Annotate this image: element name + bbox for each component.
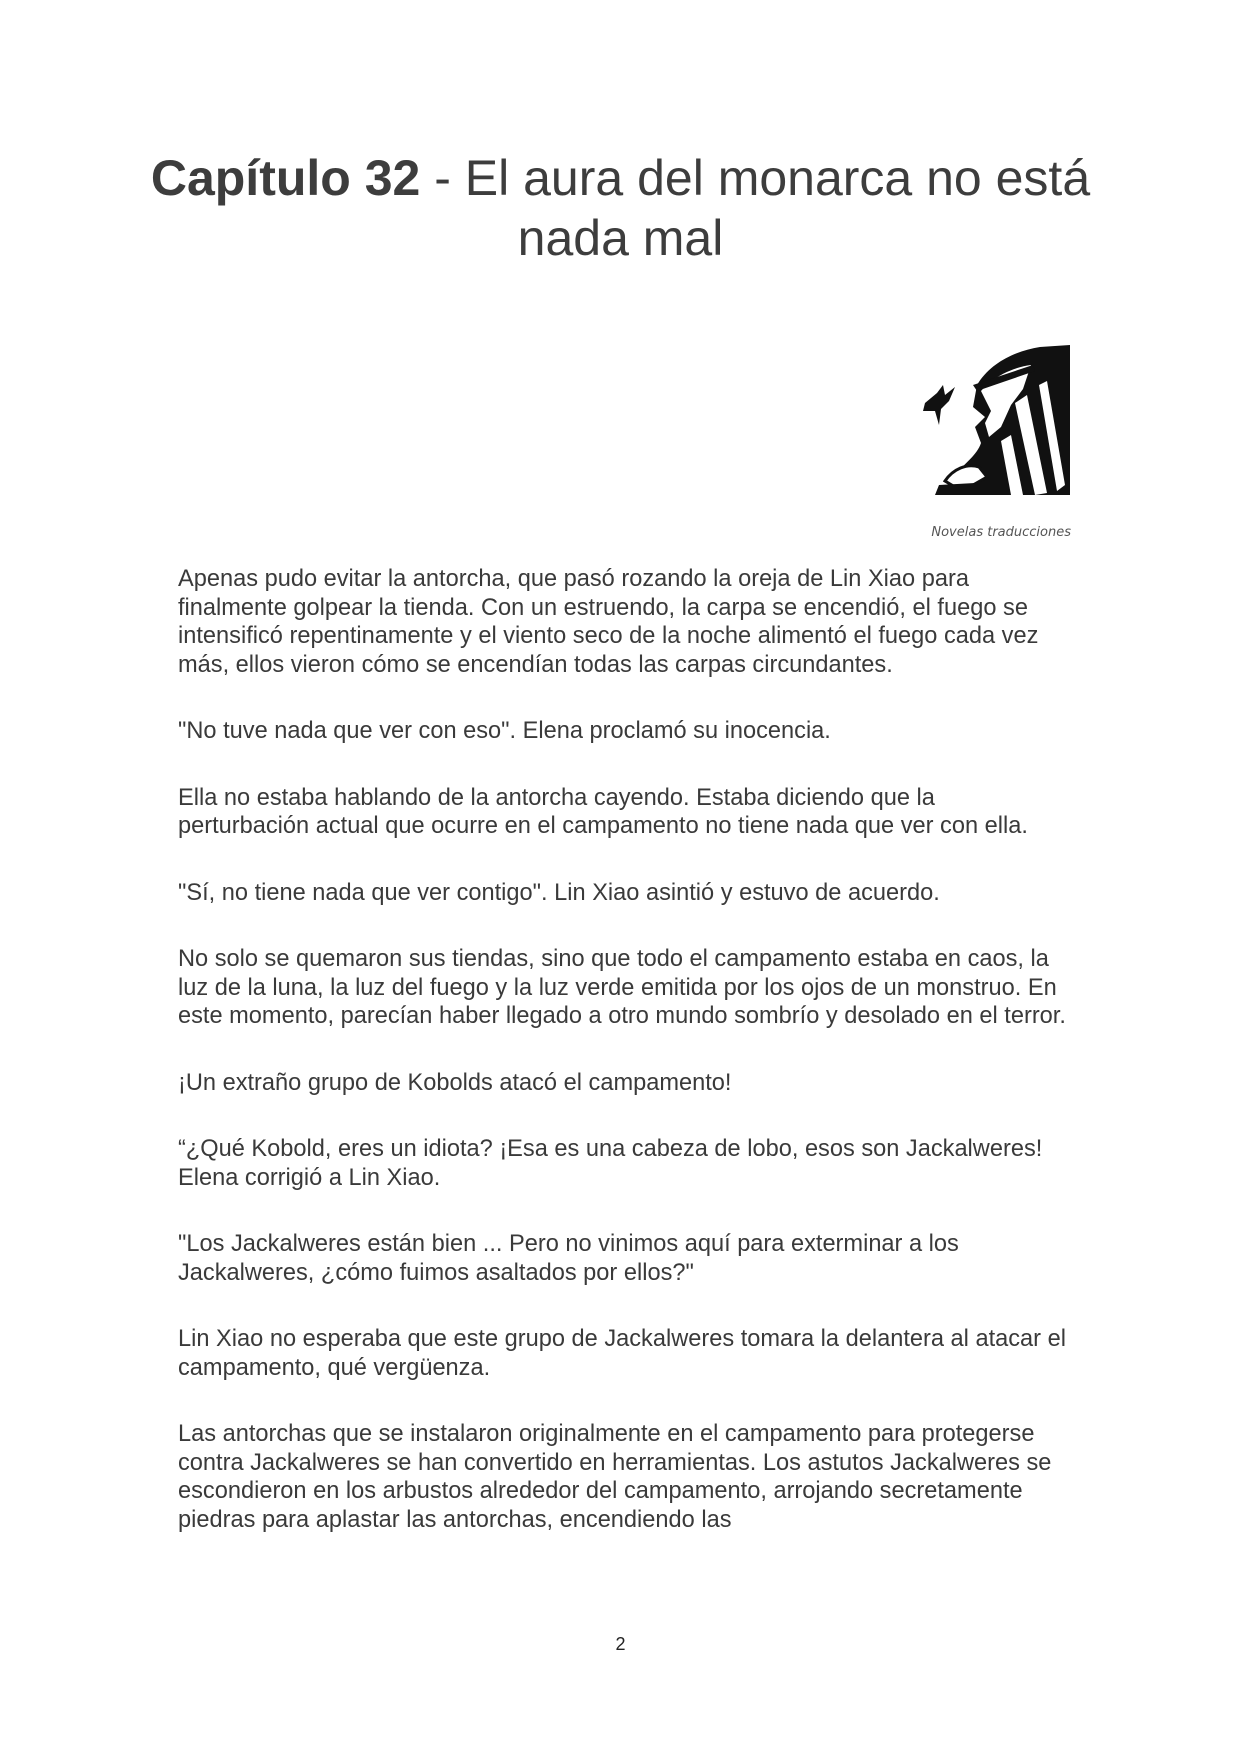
paragraph: Lin Xiao no esperaba que este grupo de Jackalweres tomara la delantera al atacar el campamento, qué vergüenza. <box>178 1326 1066 1381</box>
body-text <box>178 565 1068 1572</box>
paragraph: ¡Un extraño grupo de Kobolds atacó el campamento! <box>178 1069 732 1096</box>
paragraph: "Los Jackalweres están bien ... Pero no vinimos aquí para exterminar a los Jackalweres, ¿cómo fuimos asaltados por ellos?" <box>178 1231 959 1286</box>
paragraph: Ella no estaba hablando de la antorcha cayendo. Estaba diciendo que la perturbación actual que ocurre en el campamento no tiene nada que ver con ella. <box>178 784 1028 839</box>
logo-caption: Novelas traducciones <box>931 525 1071 540</box>
paragraph: Las antorchas que se instalaron originalmente en el campamento para protegerse contra Jackalweres se han convertido en herramientas. Los astutos Jackalweres se escondieron en los arbustos alrededor del campamento, arrojando secretamente piedras para aplastar las antorchas, encendiendo las <box>178 1421 1052 1533</box>
paragraph: “¿Qué Kobold, eres un idiota? ¡Esa es una cabeza de lobo, esos son Jackalweres! Elena corrigió a Lin Xiao. <box>178 1136 1043 1191</box>
paragraph: "No tuve nada que ver con eso". Elena proclamó su inocencia. <box>178 718 831 744</box>
page-number: 2 <box>615 1634 626 1654</box>
paragraph: "Sí, no tiene nada que ver contigo". Lin Xiao asintió y estuvo de acuerdo. <box>178 879 940 906</box>
chapter-label: Capítulo 32 <box>150 150 421 206</box>
paragraph: Apenas pudo evitar la antorcha, que pasó rozando la oreja de Lin Xiao para finalmente golpear la tienda. Con un estruendo, la carpa se encendió, el fuego se intensificó repentinamente y el viento seco de la noche alimentó el fuego cada vez más, ellos vieron cómo se encendían todas las carpas circundantes. <box>178 566 1039 678</box>
paragraph: No solo se quemaron sus tiendas, sino que todo el campamento estaba en caos, la luz de la luna, la luz del fuego y la luz verde emitida por los ojos de un monstruo. En este momento, parecían haber llegado a otro mundo sombrío y desolado en el terror. <box>178 946 1066 1029</box>
hooded-figure-with-bird-icon <box>915 345 1070 495</box>
title-separator: - <box>420 150 465 206</box>
chapter-name: El aura del monarca no está nada mal <box>464 150 1091 266</box>
chapter-title <box>150 148 1091 268</box>
